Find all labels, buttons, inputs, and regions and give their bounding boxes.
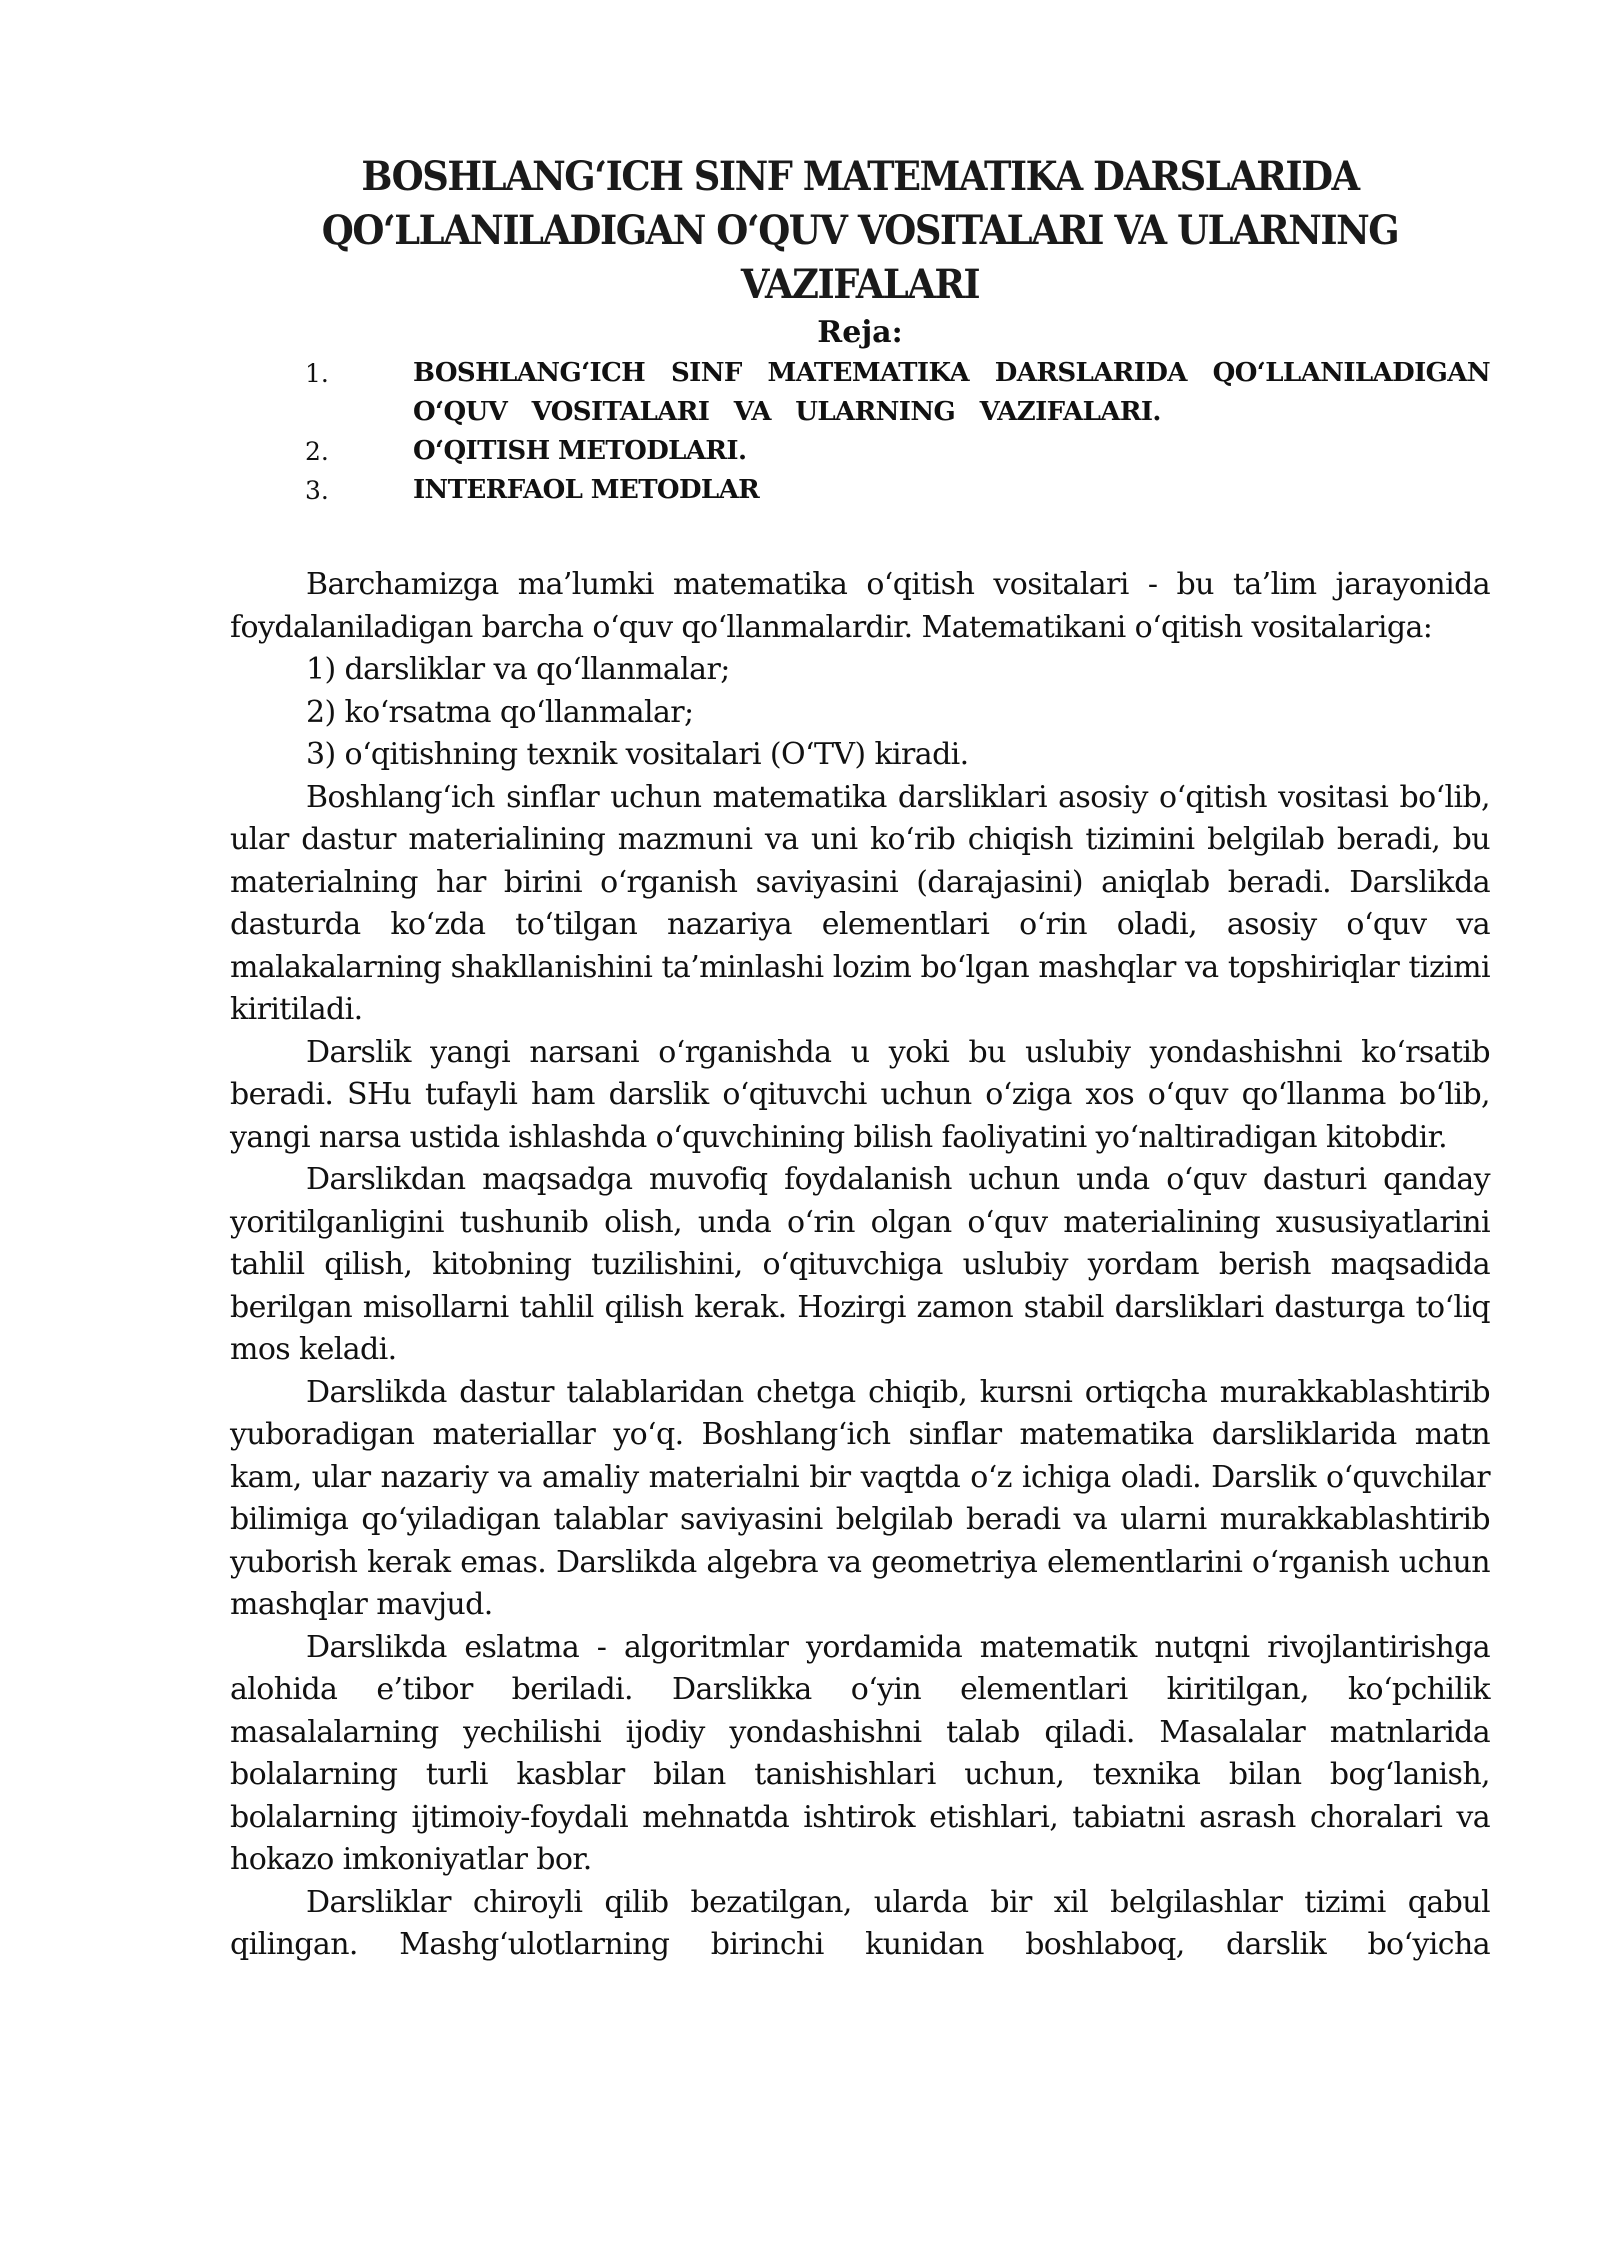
body-paragraph: Darslikdan maqsadga muvofiq foydalanish uchun unda o‘quv dasturi qanday yoritilganligini tushunib olish, unda o‘rin olgan o‘quv materialining xususiyatlarini tahlil qilish, kitobning tuzilishini, o‘qituvchiga uslubiy yordam berish maqsadida berilgan misollarni tahlil qilish kerak. Hozirgi zamon stabil darsliklari dasturga to‘liq mos keladi. bbox=[230, 1162, 1490, 1367]
plan-item-text: BOSHLANG‘ICH SINF MATEMATIKA DARSLARIDA QO‘LLANILADIGAN O‘QUV VOSITALARI VA ULARNING VAZIFALARI. bbox=[413, 358, 1490, 427]
plan-item bbox=[230, 471, 1490, 510]
plan-list bbox=[230, 354, 1490, 510]
plan-item bbox=[230, 354, 1490, 432]
plan-item-text: INTERFAOL METODLAR bbox=[413, 475, 760, 505]
document-body bbox=[230, 564, 1490, 1967]
plan-item-text: O‘QITISH METODLARI. bbox=[413, 436, 747, 466]
body-paragraph: Boshlang‘ich sinflar uchun matematika darsliklari asosiy o‘qitish vositasi bo‘lib, ular dastur materialining mazmuni va uni ko‘rib chiqish tizimini belgilab beradi, bu materialning har birini o‘rganish saviyasini (darajasini) aniqlab beradi. Darslikda dasturda ko‘zda to‘tilgan nazariya elementlari o‘rin oladi, asosiy o‘quv va malakalarning shakllanishini ta’minlashi lozim bo‘lgan mashqlar va topshiriqlar tizimi kiritiladi. bbox=[230, 779, 1490, 1027]
document-page bbox=[230, 150, 1490, 1967]
document-title: BOSHLANG‘ICH SINF MATEMATIKA DARSLARIDA QO‘LLANILADIGAN O‘QUV VOSITALARI VA ULARNING VAZIFALARI bbox=[321, 153, 1399, 308]
plan-item-number: 1. bbox=[305, 359, 329, 388]
plan-item bbox=[230, 432, 1490, 471]
intro-paragraph: Barchamizga ma’lumki matematika o‘qitish vositalari - bu ta’lim jarayonida foydalaniladigan barcha o‘quv qo‘llanmalardir. Matematikani o‘qitish vositalariga: bbox=[230, 567, 1490, 645]
plan-label: Reja: bbox=[817, 315, 903, 350]
body-paragraph: Darslikda dastur talablaridan chetga chiqib, kursni ortiqcha murakkablashtirib yuboradigan materiallar yo‘q. Boshlang‘ich sinflar matematika darsliklarida matn kam, ular nazariy va amaliy materialni bir vaqtda o‘z ichiga oladi. Darslik o‘quvchilar bilimiga qo‘yiladigan talablar saviyasini belgilab beradi va ularni murakkablashtirib yuborish kerak emas. Darslikda algebra va geometriya elementlarini o‘rganish uchun mashqlar mavjud. bbox=[230, 1374, 1490, 1622]
list-item: 2) ko‘rsatma qo‘llanmalar; bbox=[306, 694, 694, 730]
list-item: 1) darsliklar va qo‘llanmalar; bbox=[306, 652, 730, 687]
plan-item-number: 2. bbox=[305, 437, 329, 466]
list-item: 3) o‘qitishning texnik vositalari (O‘TV) kiradi. bbox=[306, 737, 969, 772]
body-paragraph: Darslikda eslatma - algoritmlar yordamida matematik nutqni rivojlantirishga alohida e’tibor beriladi. Darslikka o‘yin elementlari kiritilgan, ko‘pchilik masalalarning yechilishi ijodiy yondashishni talab qiladi. Masalalar matnlarida bolalarning turli kasblar bilan tanishishlari uchun, texnika bilan bog‘lanish, bolalarning ijtimoiy-foydali mehnatda ishtirok etishlari, tabiatni asrash choralari va hokazo imkoniyatlar bor. bbox=[230, 1629, 1490, 1877]
plan-item-number: 3. bbox=[305, 476, 329, 505]
body-paragraph: Darslik yangi narsani o‘rganishda u yoki bu uslubiy yondashishni ko‘rsatib beradi. SHu tufayli ham darslik o‘qituvchi uchun o‘ziga xos o‘quv qo‘llanma bo‘lib, yangi narsa ustida ishlashda o‘quvchining bilish faoliyatini yo‘naltiradigan kitobdir. bbox=[230, 1034, 1490, 1155]
body-paragraph-continued: Darsliklar chiroyli qilib bezatilgan, ularda bir xil belgilashlar tizimi qabul qilingan. Mashg‘ulotlarning birinchi kunidan boshlaboq, darslik bo‘yicha bbox=[230, 1884, 1490, 1962]
